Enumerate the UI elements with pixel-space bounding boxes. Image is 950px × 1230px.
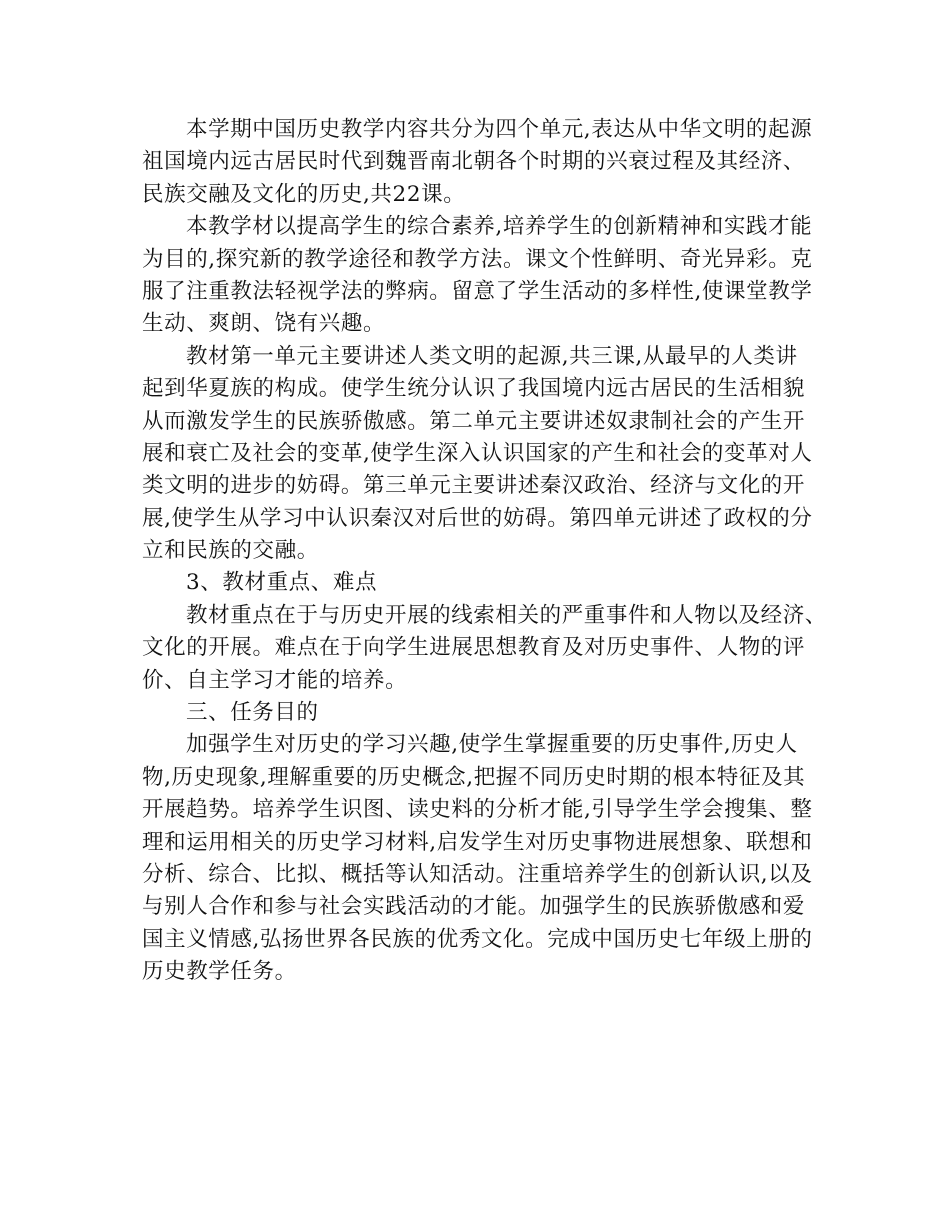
document-body <box>142 114 827 989</box>
text-line: 为目的,探究新的教学途径和教学方法。课文个性鲜明、奇光异彩。克 <box>142 246 813 272</box>
text-line: 服了注重教法轻视学法的弊病。留意了学生活动的多样性,使课堂教学 <box>142 278 813 304</box>
section-heading: 3、教材重点、难点 <box>186 570 378 596</box>
text-line: 教材第一单元主要讲述人类文明的起源,共三课,从最早的人类讲 <box>186 343 798 369</box>
text-line: 本教学材以提高学生的综合素养,培养学生的创新精神和实践才能 <box>186 214 813 240</box>
text-line: 价、自主学习才能的培养。 <box>142 667 408 693</box>
text-line: 历史教学任务。 <box>142 959 297 985</box>
text-line: 祖国境内远古居民时代到魏晋南北朝各个时期的兴衰过程及其经济、 <box>142 149 806 175</box>
text-line: 教材重点在于与历史开展的线索相关的严重事件和人物以及经济、 <box>186 602 827 628</box>
text-line: 生动、爽朗、饶有兴趣。 <box>142 311 386 337</box>
text-line: 本学期中国历史教学内容共分为四个单元,表达从中华文明的起源 <box>186 117 813 142</box>
text-line: 立和民族的交融。 <box>142 538 319 564</box>
text-line: 文化的开展。难点在于向学生进展思想教育及对历史事件、人物的评 <box>142 635 806 661</box>
text-line: 物,历史现象,理解重要的历史概念,把握不同历史时期的根本特征及其 <box>142 764 806 790</box>
text-line: 类文明的进步的妨碍。第三单元主要讲述秦汉政治、经济与文化的开 <box>142 473 806 499</box>
text-line: 展,使学生从学习中认识秦汉对后世的妨碍。第四单元讲述了政权的分 <box>142 505 813 531</box>
text-line: 国主义情感,弘扬世界各民族的优秀文化。完成中国历史七年级上册的 <box>142 926 813 952</box>
text-line: 起到华夏族的构成。使学生统分认识了我国境内远古居民的生活相貌 <box>142 376 806 402</box>
text-line: 从而激发学生的民族骄傲感。第二单元主要讲述奴隶制社会的产生开 <box>142 408 806 434</box>
text-line: 与别人合作和参与社会实践活动的才能。加强学生的民族骄傲感和爱 <box>142 894 806 920</box>
text-line: 开展趋势。培养学生识图、读史料的分析才能,引导学生学会搜集、整 <box>142 797 813 823</box>
text-line: 理和运用相关的历史学习材料,启发学生对历史事物进展想象、联想和 <box>142 829 813 855</box>
text-line: 加强学生对历史的学习兴趣,使学生掌握重要的历史事件,历史人 <box>186 732 798 758</box>
text-line: 分析、综合、比拟、概括等认知活动。注重培养学生的创新认识,以及 <box>142 861 813 887</box>
section-heading: 三、任务目的 <box>186 700 319 726</box>
text-line: 民族交融及文化的历史,共22课。 <box>142 181 466 207</box>
text-line: 展和衰亡及社会的变革,使学生深入认识国家的产生和社会的变革对人 <box>142 440 813 466</box>
